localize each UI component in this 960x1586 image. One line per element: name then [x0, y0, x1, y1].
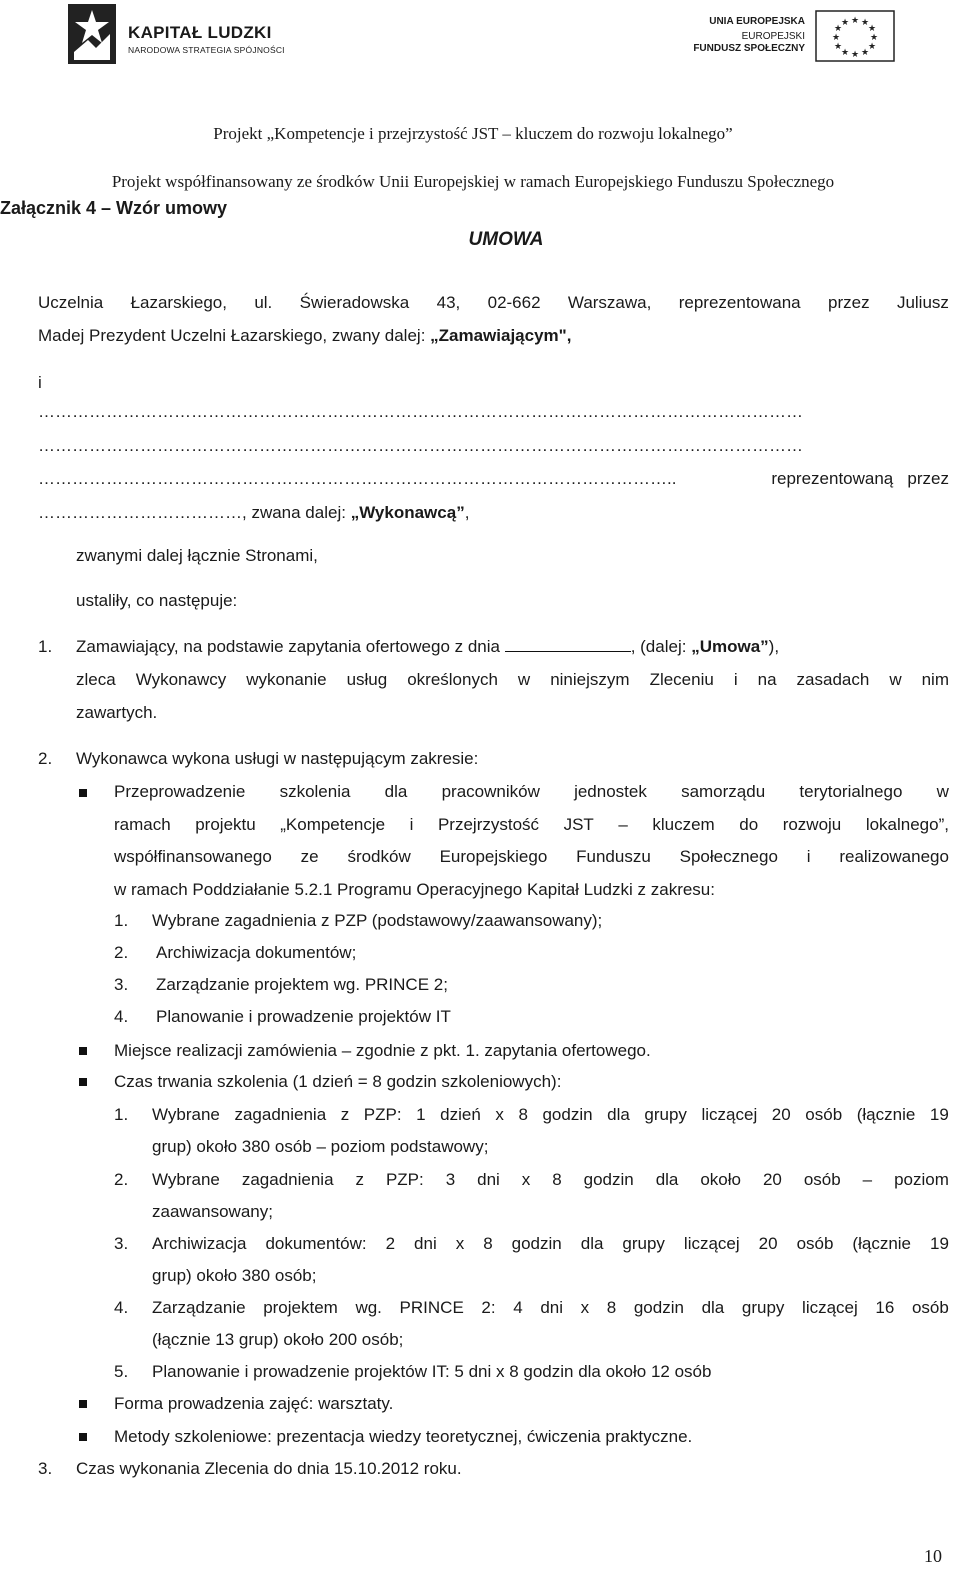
bullet-3	[79, 1078, 87, 1086]
dur3-l1-word: 2	[385, 1234, 396, 1253]
party2-comma: ,	[464, 503, 470, 522]
p1-line2	[76, 670, 949, 690]
dur4-l1-word: Zarządzanie	[152, 1298, 246, 1317]
b1-l1-word: samorządu	[681, 782, 766, 801]
dur1-l1-word: 8	[518, 1105, 528, 1124]
document-title: UMOWA	[468, 229, 544, 250]
b1-l1-word: szkolenia	[279, 782, 351, 801]
p1-text: Zamawiający, na podstawie zapytania ofertowego z dnia	[76, 637, 505, 656]
dur4-line2: (łącznie 13 grup) około 200 osób;	[152, 1330, 404, 1349]
dur1-l1-word: PZP:	[363, 1105, 402, 1124]
p2-intro: Wykonawca wykona usługi w następującym zakresie:	[76, 749, 479, 768]
topic-1: Wybrane zagadnienia z PZP (podstawowy/zaawansowany);	[152, 911, 603, 930]
b1-l1-word: terytorialnego	[799, 782, 903, 801]
svg-text:★: ★	[840, 48, 850, 58]
dots-line-2: ………………………………………………………………………………………………………………………	[38, 436, 803, 455]
project-title: Projekt „Kompetencje i przejrzystość JST – kluczem do rozwoju lokalnego”	[213, 124, 733, 143]
dur2-l1-word: dni	[477, 1170, 500, 1189]
b2-text: Miejsce realizacji zamówienia – zgodnie z pkt. 1. zapytania ofertowego.	[114, 1041, 651, 1060]
dur2-l1-word: około	[700, 1170, 741, 1189]
dur3-l1-word: 20	[758, 1234, 778, 1253]
b1-l3-word: środków	[347, 847, 411, 866]
eu-line3: FUNDUSZ SPOŁECZNY	[693, 43, 805, 54]
p2-number: 2.	[38, 749, 53, 768]
b5-text: Metody szkoleniowe: prezentacja wiedzy teoretycznej, ćwiczenia praktyczne.	[114, 1427, 693, 1446]
p1-l2-word: zleca	[76, 670, 116, 689]
dur1-l1-word: (łącznie	[856, 1105, 916, 1124]
dur5-num: 5.	[114, 1362, 129, 1381]
b1-l2-word: „Kompetencje	[280, 815, 386, 834]
b1-l1-word: pracowników	[441, 782, 540, 801]
bullet-5	[79, 1433, 87, 1441]
b1-line3	[114, 847, 949, 867]
dur1-l1-word: grupy	[644, 1105, 687, 1124]
party1-l1-word: ul.	[254, 293, 273, 312]
eu-flag-icon	[815, 10, 895, 62]
b1-l3-word: realizowanego	[839, 847, 949, 866]
p1-l2-word: na	[757, 670, 777, 689]
party1-l1-word: 02-662	[487, 293, 541, 312]
dur2-l1-word: godzin	[583, 1170, 634, 1189]
b1-l3-word: Społecznego	[679, 847, 778, 866]
project-funding: Projekt współfinansowany ze środków Unii Europejskiej w ramach Europejskiego Funduszu Społecznego	[111, 172, 835, 191]
party1-l1-word: Juliusz	[896, 293, 949, 312]
svg-text:★: ★	[869, 33, 879, 43]
dur4-l1-word: grupy	[741, 1298, 785, 1317]
bullet-2	[79, 1047, 87, 1055]
party1-l1-word: Świeradowska	[299, 293, 410, 312]
dur4-l1-word: dla	[701, 1298, 725, 1317]
b1-l2-word: kluczem	[652, 815, 715, 834]
dur2-l1-word: dla	[655, 1170, 679, 1189]
dur1-l1-word: x	[495, 1105, 504, 1124]
svg-text:★: ★	[860, 48, 870, 58]
dur3-l1-word: Archiwizacja	[152, 1234, 247, 1253]
dur4-l1-word: 2:	[481, 1298, 496, 1317]
dur1-l1-word: 1	[416, 1105, 426, 1124]
dur2-l1-word: –	[862, 1170, 873, 1189]
p1-l2-word: w	[517, 670, 531, 689]
dur4-l1-word: x	[580, 1298, 590, 1317]
topic-4-num: 4.	[114, 1007, 129, 1026]
b4-text: Forma prowadzenia zajęć: warsztaty.	[114, 1394, 394, 1413]
eu-logo	[690, 10, 895, 62]
dur1-l1-word: 20	[771, 1105, 791, 1124]
dur2-l1-word: zagadnienia	[241, 1170, 334, 1189]
p1-line1	[76, 637, 779, 657]
dur2-line2: zaawansowany;	[152, 1202, 273, 1221]
dur3-l1-word: x	[455, 1234, 465, 1253]
b1-l3-word: i	[806, 847, 811, 866]
dur4-l1-word: projektem	[263, 1298, 338, 1317]
bullet-4	[79, 1400, 87, 1408]
p1-l2-word: w	[889, 670, 902, 689]
kapital-ludzki-logo	[68, 4, 288, 64]
eu-line1: UNIA EUROPEJSKA	[709, 16, 805, 27]
party1-line1	[38, 293, 949, 313]
dur3-line2: grup) około 380 osób;	[152, 1266, 317, 1285]
topic-3: Zarządzanie projektem wg. PRINCE 2;	[156, 975, 448, 994]
p1-l2-word: Wykonawcy	[135, 670, 227, 689]
date-blank[interactable]	[505, 637, 631, 652]
b1-l2-word: rozwoju	[782, 815, 842, 834]
b1-l2-word: –	[618, 815, 628, 834]
svg-text:★: ★	[833, 42, 843, 52]
dots-line-3	[38, 469, 949, 489]
kl-logo-icon	[68, 4, 116, 64]
dur1-l1-word: 19	[929, 1105, 949, 1124]
dur2-l1-word: 3	[445, 1170, 456, 1189]
dur1-l1-word: zagadnienia	[234, 1105, 327, 1124]
p3-text: Czas wykonania Zlecenia do dnia 15.10.2012 roku.	[76, 1459, 462, 1478]
kl-subtitle: NARODOWA STRATEGIA SPÓJNOŚCI	[128, 45, 285, 55]
b1-l3-word: Europejskiego	[439, 847, 548, 866]
dots3-fill: …………………………………………………………………………………………………..	[38, 469, 677, 488]
b1-l2-word: projektu	[195, 815, 256, 834]
party1-line2	[38, 326, 571, 346]
dur4-line1	[152, 1298, 949, 1318]
dur2-line1	[152, 1170, 949, 1190]
topic-4: Planowanie i prowadzenie projektów IT	[156, 1007, 451, 1026]
b1-l2-word: JST	[563, 815, 594, 834]
b1-l2-word: Przejrzystość	[437, 815, 540, 834]
b1-l2-word: lokalnego”,	[865, 815, 949, 834]
dur1-l1-word: osób	[805, 1105, 843, 1124]
svg-text:★: ★	[850, 16, 860, 26]
dur4-l1-word: PRINCE	[399, 1298, 464, 1317]
dur3-l1-word: 19	[930, 1234, 949, 1253]
svg-text:★: ★	[850, 50, 860, 60]
b1-l1-word: Przeprowadzenie	[114, 782, 246, 801]
b1-line2	[114, 815, 949, 835]
and-word: i	[38, 373, 42, 392]
dur4-l1-word: wg.	[355, 1298, 382, 1317]
dur4-l1-word: godzin	[633, 1298, 684, 1317]
b1-l2-word: ramach	[114, 815, 171, 834]
dur4-l1-word: 8	[606, 1298, 617, 1317]
dur3-l1-word: liczącej	[683, 1234, 740, 1253]
p1-line3: zawartych.	[76, 703, 158, 722]
b1-l1-word: w	[936, 782, 949, 801]
dur3-l1-word: dni	[414, 1234, 437, 1253]
dur1-line1	[152, 1105, 949, 1125]
dur2-num: 2.	[114, 1170, 129, 1189]
dur1-l1-word: z	[340, 1105, 350, 1124]
represented-by: reprezentowaną przez	[771, 469, 949, 488]
svg-text:★: ★	[833, 24, 843, 34]
topic-2: Archiwizacja dokumentów;	[156, 943, 357, 962]
party2-fill: ………………………………, zwana dalej:	[38, 503, 351, 522]
b3-text: Czas trwania szkolenia (1 dzień = 8 godzin szkoleniowych):	[114, 1072, 562, 1091]
dur3-l1-word: godzin	[511, 1234, 562, 1253]
topic-3-num: 3.	[114, 975, 129, 994]
svg-text:★: ★	[831, 33, 841, 43]
dur1-l1-word: dzień	[440, 1105, 481, 1124]
dur2-l1-word: x	[521, 1170, 531, 1189]
attachment-label: Załącznik 4 – Wzór umowy	[0, 198, 228, 218]
dur2-l1-word: osób	[803, 1170, 841, 1189]
dur3-l1-word: dla	[580, 1234, 604, 1253]
party1-l1-word: reprezentowana	[678, 293, 801, 312]
dur3-num: 3.	[114, 1234, 129, 1253]
dur2-l1-word: Wybrane	[152, 1170, 220, 1189]
b1-l2-word: i	[409, 815, 414, 834]
dur3-line1	[152, 1234, 949, 1254]
dur2-l1-word: 20	[762, 1170, 782, 1189]
dur1-num: 1.	[114, 1105, 129, 1124]
party1-l1-word: 43,	[436, 293, 461, 312]
p3-number: 3.	[38, 1459, 53, 1478]
dur3-l1-word: grupy	[622, 1234, 665, 1253]
dur4-l1-word: 16	[875, 1298, 895, 1317]
agreed-line: ustaliły, co następuje:	[76, 591, 238, 610]
dur1-l1-word: godzin	[542, 1105, 593, 1124]
svg-text:★: ★	[860, 18, 870, 28]
b1-line1	[114, 782, 949, 802]
dur2-l1-word: z	[355, 1170, 364, 1189]
b1-l1-word: jednostek	[574, 782, 647, 801]
svg-text:★: ★	[867, 42, 877, 52]
p1-l2-word: nim	[921, 670, 949, 689]
dur2-l1-word: 8	[552, 1170, 562, 1189]
b1-l3-word: współfinansowanego	[114, 847, 272, 866]
dur4-num: 4.	[114, 1298, 129, 1317]
p1-l2-word: usług	[346, 670, 388, 689]
dur2-l1-word: poziom	[894, 1170, 949, 1189]
party2-line	[38, 503, 469, 523]
p1-close: ),	[768, 637, 780, 656]
svg-text:★: ★	[867, 24, 877, 34]
p1-l2-word: zasadach	[796, 670, 870, 689]
dur3-l1-word: (łącznie	[852, 1234, 912, 1253]
p1-umowa: „Umowa”	[691, 637, 769, 656]
dur4-l1-word: liczącej	[802, 1298, 858, 1317]
b1-line4: w ramach Poddziałanie 5.2.1 Programu Operacyjnego Kapitał Ludzki z zakresu:	[114, 880, 715, 899]
kl-title: KAPITAŁ LUDZKI	[128, 23, 272, 42]
b1-l3-word: ze	[300, 847, 319, 866]
b1-l1-word: dla	[384, 782, 408, 801]
party1-l1-word: Uczelnia	[38, 293, 104, 312]
parties-collective: zwanymi dalej łącznie Stronami,	[76, 546, 318, 565]
p1-l2-word: wykonanie	[246, 670, 327, 689]
dur1-l1-word: dla	[607, 1105, 630, 1124]
bullet-1	[79, 789, 87, 797]
b1-l3-word: Funduszu	[576, 847, 651, 866]
p1-dalej: , (dalej:	[630, 637, 692, 656]
dur1-l1-word: liczącej	[701, 1105, 758, 1124]
p1-l2-word: określonych	[407, 670, 498, 689]
dur5-line1: Planowanie i prowadzenie projektów IT: 5 dni x 8 godzin dla około 12 osób	[152, 1362, 712, 1381]
p1-l2-word: niniejszym	[550, 670, 630, 689]
dur3-l1-word: 8	[483, 1234, 493, 1253]
dur2-l1-word: PZP:	[385, 1170, 424, 1189]
page-number: 10	[924, 1546, 942, 1566]
dur4-l1-word: osób	[911, 1298, 949, 1317]
dur4-l1-word: 4	[513, 1298, 523, 1317]
party1-alias: „Zamawiającym",	[430, 326, 572, 345]
p1-l2-word: i	[733, 670, 738, 689]
b1-l2-word: do	[739, 815, 759, 834]
p1-l2-word: Zleceniu	[649, 670, 714, 689]
dur3-l1-word: osób	[796, 1234, 834, 1253]
party2-alias: „Wykonawcą”	[350, 503, 465, 522]
party1-l1-word: Warszawa,	[567, 293, 652, 312]
p1-number: 1.	[38, 637, 53, 656]
party1-text: Madej Prezydent Uczelni Łazarskiego, zwany dalej:	[38, 326, 431, 345]
dur4-l1-word: dni	[540, 1298, 563, 1317]
dur1-l1-word: Wybrane	[152, 1105, 220, 1124]
dur1-line2: grup) około 380 osób – poziom podstawowy;	[152, 1137, 489, 1156]
svg-text:★: ★	[840, 18, 850, 28]
party1-l1-word: przez	[828, 293, 870, 312]
dur3-l1-word: dokumentów:	[265, 1234, 367, 1253]
eu-line2: EUROPEJSKI	[741, 31, 805, 42]
topic-1-num: 1.	[114, 911, 129, 930]
dots-line-1: ………………………………………………………………………………………………………………………	[38, 402, 803, 421]
topic-2-num: 2.	[114, 943, 129, 962]
party1-l1-word: Łazarskiego,	[130, 293, 227, 312]
